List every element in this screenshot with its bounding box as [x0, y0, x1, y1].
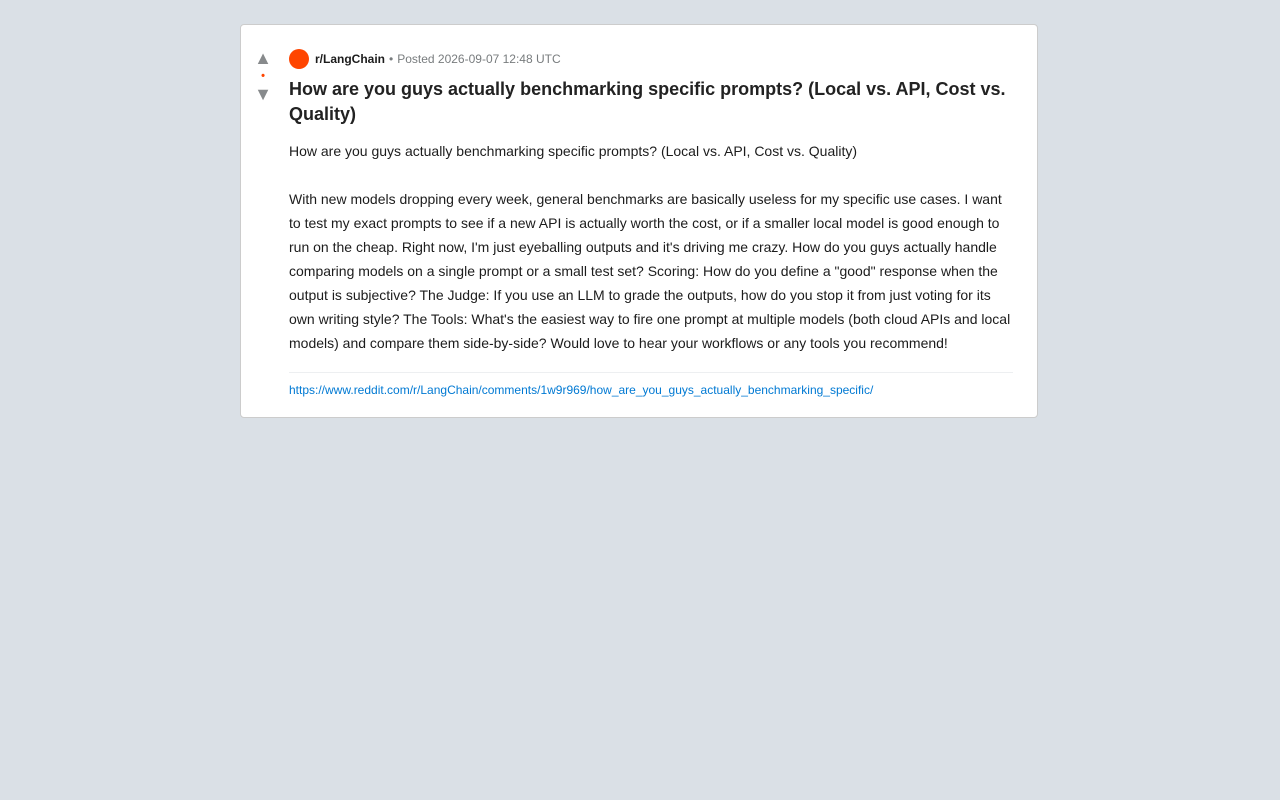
- post-content: [289, 49, 1013, 398]
- divider: [289, 372, 1013, 373]
- post-title[interactable]: How are you guys actually benchmarking specific prompts? (Local vs. API, Cost vs. Quality): [289, 79, 1006, 124]
- upvote-icon[interactable]: ▲: [254, 48, 272, 68]
- post-body-paragraph: How are you guys actually benchmarking specific prompts? (Local vs. API, Cost vs. Quality): [289, 143, 858, 159]
- post-card: [240, 24, 1038, 418]
- subreddit-icon[interactable]: [289, 49, 309, 69]
- post-timestamp: Posted 2026-09-07 12:48 UTC: [397, 52, 561, 66]
- vote-column: [241, 25, 285, 103]
- downvote-icon[interactable]: ▼: [254, 84, 272, 104]
- post-body-paragraph: With new models dropping every week, general benchmarks are basically useless for my specific use cases. I want to test my exact prompts to see if a new API is actually worth the cost, or if a smaller local model is good enough to run on the cheap. Right now, I'm just eyeballing outputs and it's driving me crazy. How do you guys actually handle comparing models on a single prompt or a small test set? Scoring: How do you define a "good" response when the output is subjective? The Judge: If you use an LLM to grade the outputs, how do you stop it from just voting for its own writing style? The Tools: What's the easiest way to fire one prompt at multiple models (both cloud APIs and local models) and compare them side-by-side? Would love to hear your workflows or any tools you recommend!: [289, 191, 1011, 351]
- post-body: [289, 139, 1013, 355]
- subreddit-link[interactable]: r/LangChain: [315, 52, 386, 66]
- meta-separator: •: [389, 52, 394, 66]
- post-meta: [289, 49, 1013, 69]
- post-url-link[interactable]: https://www.reddit.com/r/LangChain/comments/1w9r969/how_are_you_guys_actually_benchmarking_specific/: [289, 383, 874, 397]
- vote-score: •: [261, 70, 265, 82]
